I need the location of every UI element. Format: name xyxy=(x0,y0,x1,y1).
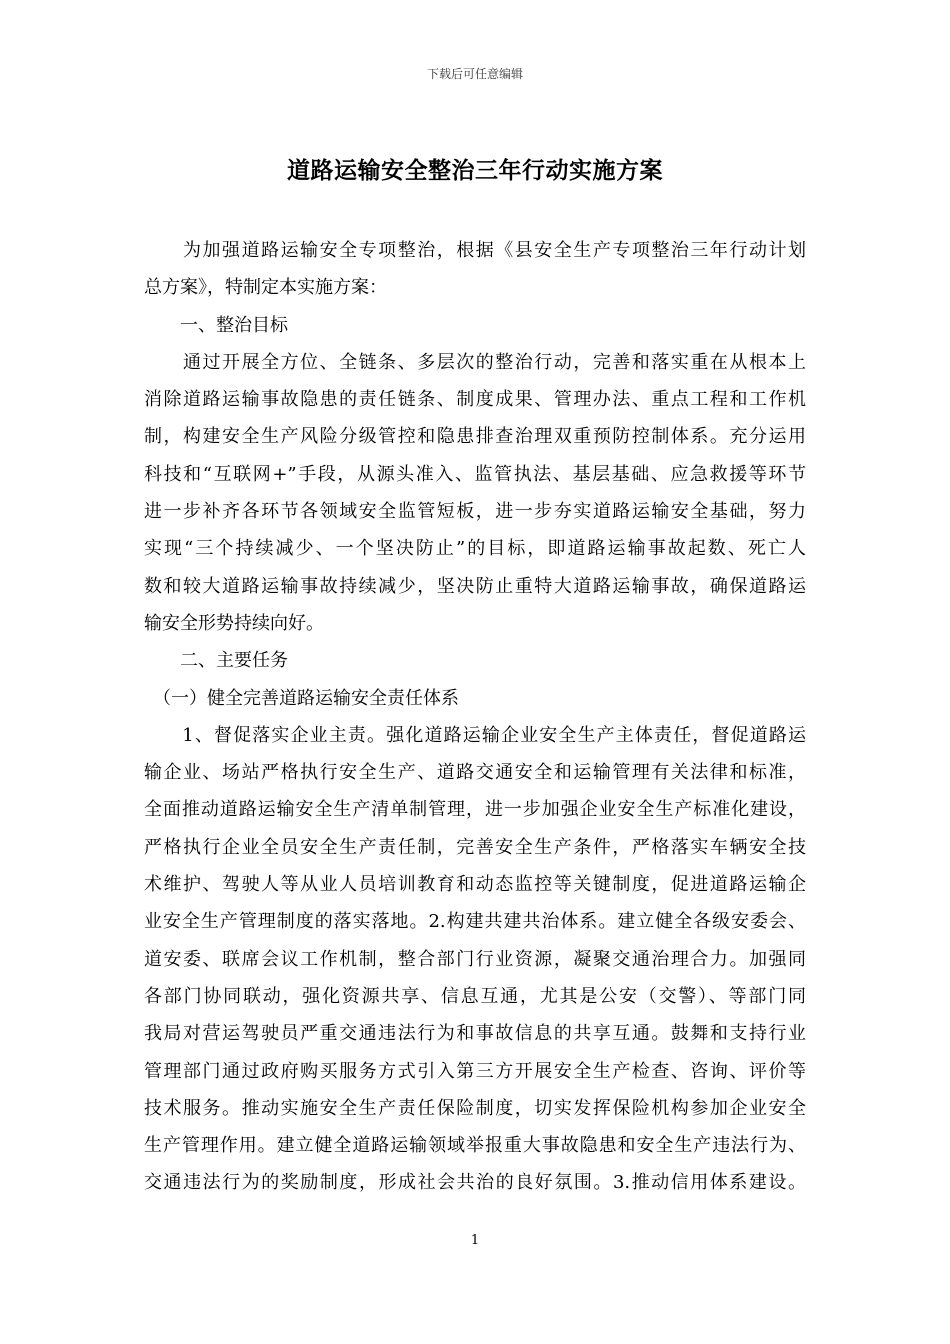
section-heading: 一、整治目标 xyxy=(144,314,288,336)
body-line: 交通违法行为的奖励制度，形成社会共治的良好氛围。3.推动信用体系建设。 xyxy=(144,1172,806,1194)
body-line: 严格执行企业全员安全生产责任制，完善安全生产条件，严格落实车辆安全技 xyxy=(144,836,806,858)
page-number: 1 xyxy=(470,1233,480,1248)
section-heading: 二、主要任务 xyxy=(144,650,288,672)
body-line: 我局对营运驾驶员严重交通违法行为和事故信息的共享互通。鼓舞和支持行业 xyxy=(144,1023,806,1045)
body-line: 数和较大道路运输事故持续减少，坚决防止重特大道路运输事故，确保道路运 xyxy=(144,575,806,597)
body-line: 各部门协同联动，强化资源共享、信息互通，尤其是公安（交警）、等部门同 xyxy=(144,985,806,1007)
document-title: 道路运输安全整治三年行动实施方案 xyxy=(287,157,663,184)
body-line: 进一步补齐各环节各领域安全监管短板，进一步夯实道路运输安全基础，努力 xyxy=(144,501,806,523)
header-note: 下载后可任意编辑 xyxy=(426,67,523,81)
body-line: 消除道路运输事故隐患的责任链条、制度成果、管理办法、重点工程和工作机 xyxy=(144,389,806,411)
body-line: 管理部门通过政府购买服务方式引入第三方开展安全生产检查、咨询、评价等 xyxy=(144,1060,806,1082)
body-line: 制，构建安全生产风险分级管控和隐患排查治理双重预防控制体系。充分运用 xyxy=(144,426,806,448)
body-line: 道安委、联席会议工作机制，整合部门行业资源，凝聚交通治理合力。加强同 xyxy=(144,948,806,970)
document-body xyxy=(144,232,806,1202)
body-line: 1、督促落实企业主责。强化道路运输企业安全生产主体责任，督促道路运 xyxy=(144,724,806,746)
subsection-heading: （一）健全完善道路运输安全责任体系 xyxy=(144,687,459,709)
body-line: 科技和“互联网+”手段，从源头准入、监管执法、基层基础、应急救援等环节 xyxy=(144,463,806,485)
body-line: 全面推动道路运输安全生产清单制管理，进一步加强企业安全生产标准化建设， xyxy=(144,799,806,821)
body-line: 输安全形势持续向好。 xyxy=(144,612,324,634)
body-line: 术维护、驾驶人等从业人员培训教育和动态监控等关键制度，促进道路运输企 xyxy=(144,874,806,896)
body-line: 业安全生产管理制度的落实落地。2.构建共建共治体系。建立健全各级安委会、 xyxy=(144,911,806,933)
body-line: 实现“三个持续减少、一个坚决防止”的目标，即道路运输事故起数、死亡人 xyxy=(144,538,806,560)
body-line: 通过开展全方位、全链条、多层次的整治行动，完善和落实重在从根本上 xyxy=(144,351,806,373)
body-line: 输企业、场站严格执行安全生产、道路交通安全和运输管理有关法律和标准， xyxy=(144,762,806,784)
body-line: 为加强道路运输安全专项整治，根据《县安全生产专项整治三年行动计划 xyxy=(144,240,806,261)
body-line: 生产管理作用。建立健全道路运输领域举报重大事故隐患和安全生产违法行为、 xyxy=(144,1135,806,1157)
body-line: 技术服务。推动实施安全生产责任保险制度，切实发挥保险机构参加企业安全 xyxy=(144,1097,806,1119)
body-line: 总方案》，特制定本实施方案： xyxy=(144,277,387,299)
